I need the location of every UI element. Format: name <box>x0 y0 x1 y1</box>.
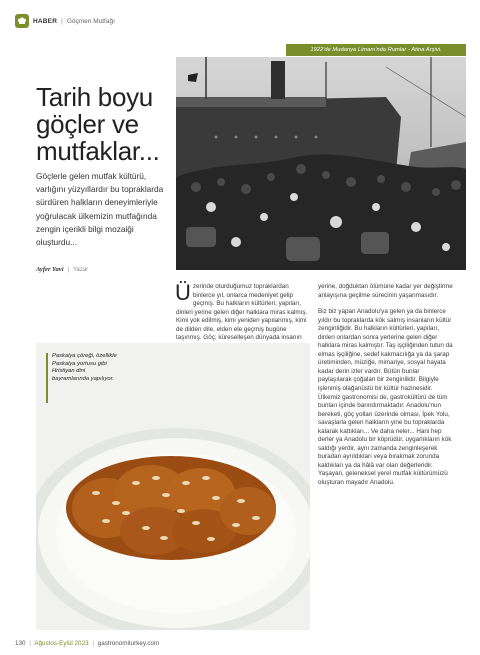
historical-port-photo <box>176 57 466 270</box>
drop-cap: Ü <box>175 280 191 305</box>
section-header <box>15 14 115 28</box>
bread-caption: Paskalya çöreği, özellikle Paskalya yortusu gibi Hristiyan dini bayramlarında yapılıyor. <box>52 353 117 382</box>
website[interactable]: gastronomiturkey.com <box>97 640 160 647</box>
chef-hat-icon <box>15 14 29 28</box>
footer-separator: | <box>92 640 94 647</box>
author-role: Yazar <box>72 267 89 273</box>
author-name: Ayfer Yavi <box>36 266 64 273</box>
body-paragraph: Biz biz yapan Anadolu'ya gelen ya da binlerce yıldır bu topraklarda kök salmış insanların kültür zenginliğidir. Bu halkların kültürleri, yapıları, dinleri onlardan sonra yerlerine gelen diğer halklara miras kalmıştır. Taş işçiliğinden tutun da elmas işçiliğine, sedef kakmacılığa ya da şarap üretiminden, müziğe, mimariye, sosyal hayata kadar derin izler vardır. Bütün bunlar paylaşılarak çoğalan bir zenginliktir. Bilgiyle işlenmiş olağanüstü bir kültür hazinesidir. Ülkemiz gastronomisi de, gastrokültürü de tüm bunları içinde barındırmaktadır. Anadolu'nun bereketi, göç yolları üzerinde olması, İpek Yolu, savaşlarla gelen halkların yine bu topraklarda kalarak kattıkları... Ve daha neler... Hani hep derler ya Anadolu bir köprüdür, uygarlıkların kök saldığı yerdir, aynı zamanda zenginleşerek buradan ayrıldıkları veya bırakmak zorunda kaldıkları ya da hâlâ var olan değerleridir. Yaşayan, geleneksel yerel mutfak kültürümüzü oluşturan mayadır Anadolu. <box>318 308 453 487</box>
caption-accent-bar <box>46 353 48 403</box>
photo-caption: 1922'de Mudanya Limanı'nda Rumlar - Atina Arşivi. <box>286 44 466 56</box>
issue-date: Ağustos-Eylül 2023 <box>34 640 89 647</box>
section-label: HABER <box>33 17 58 25</box>
page-number: 130 <box>15 640 26 647</box>
body-paragraph: yerine, doğduktan ölümüne kadar yer değiştirme anlayışına geçilme sürecinin yaşanmasıdır. <box>318 283 453 299</box>
page-footer <box>15 640 159 647</box>
article-lead: Göçlerle gelen mutfak kültürü, varlığını yüzyıllardır bu topraklarda sürdüren halkların deneyimleriyle yoğrulacak ülkemizin mutfağında zengin içerikli bilgi mozaiği oluşturdu... <box>36 171 164 248</box>
article-title: Tarih boyu göçler ve mutfaklar... <box>36 82 160 166</box>
body-paragraph: zerinde oturduğumuz topraklardan binlerce yıl, onlarca medeniyet gelip geçmiş. Bu halkların kültürleri, yapıları, dinleri yerine gelen diğer halklara miras kalmış. Kimi yok edilmiş, kimi yeniden yapılanmış, kimi de dilden dile, elden ele geçmiş bugüne taşınmış. Göç; küreselleşen dünyada insanın <box>176 283 308 342</box>
author-line <box>36 266 88 273</box>
subsection-label: Göçmen Mutfağı <box>66 17 115 25</box>
easter-bread-photo <box>36 343 310 630</box>
footer-separator: | <box>29 640 31 647</box>
body-column-2 <box>318 283 454 496</box>
header-separator: | <box>61 17 63 25</box>
author-separator: | <box>67 266 70 273</box>
